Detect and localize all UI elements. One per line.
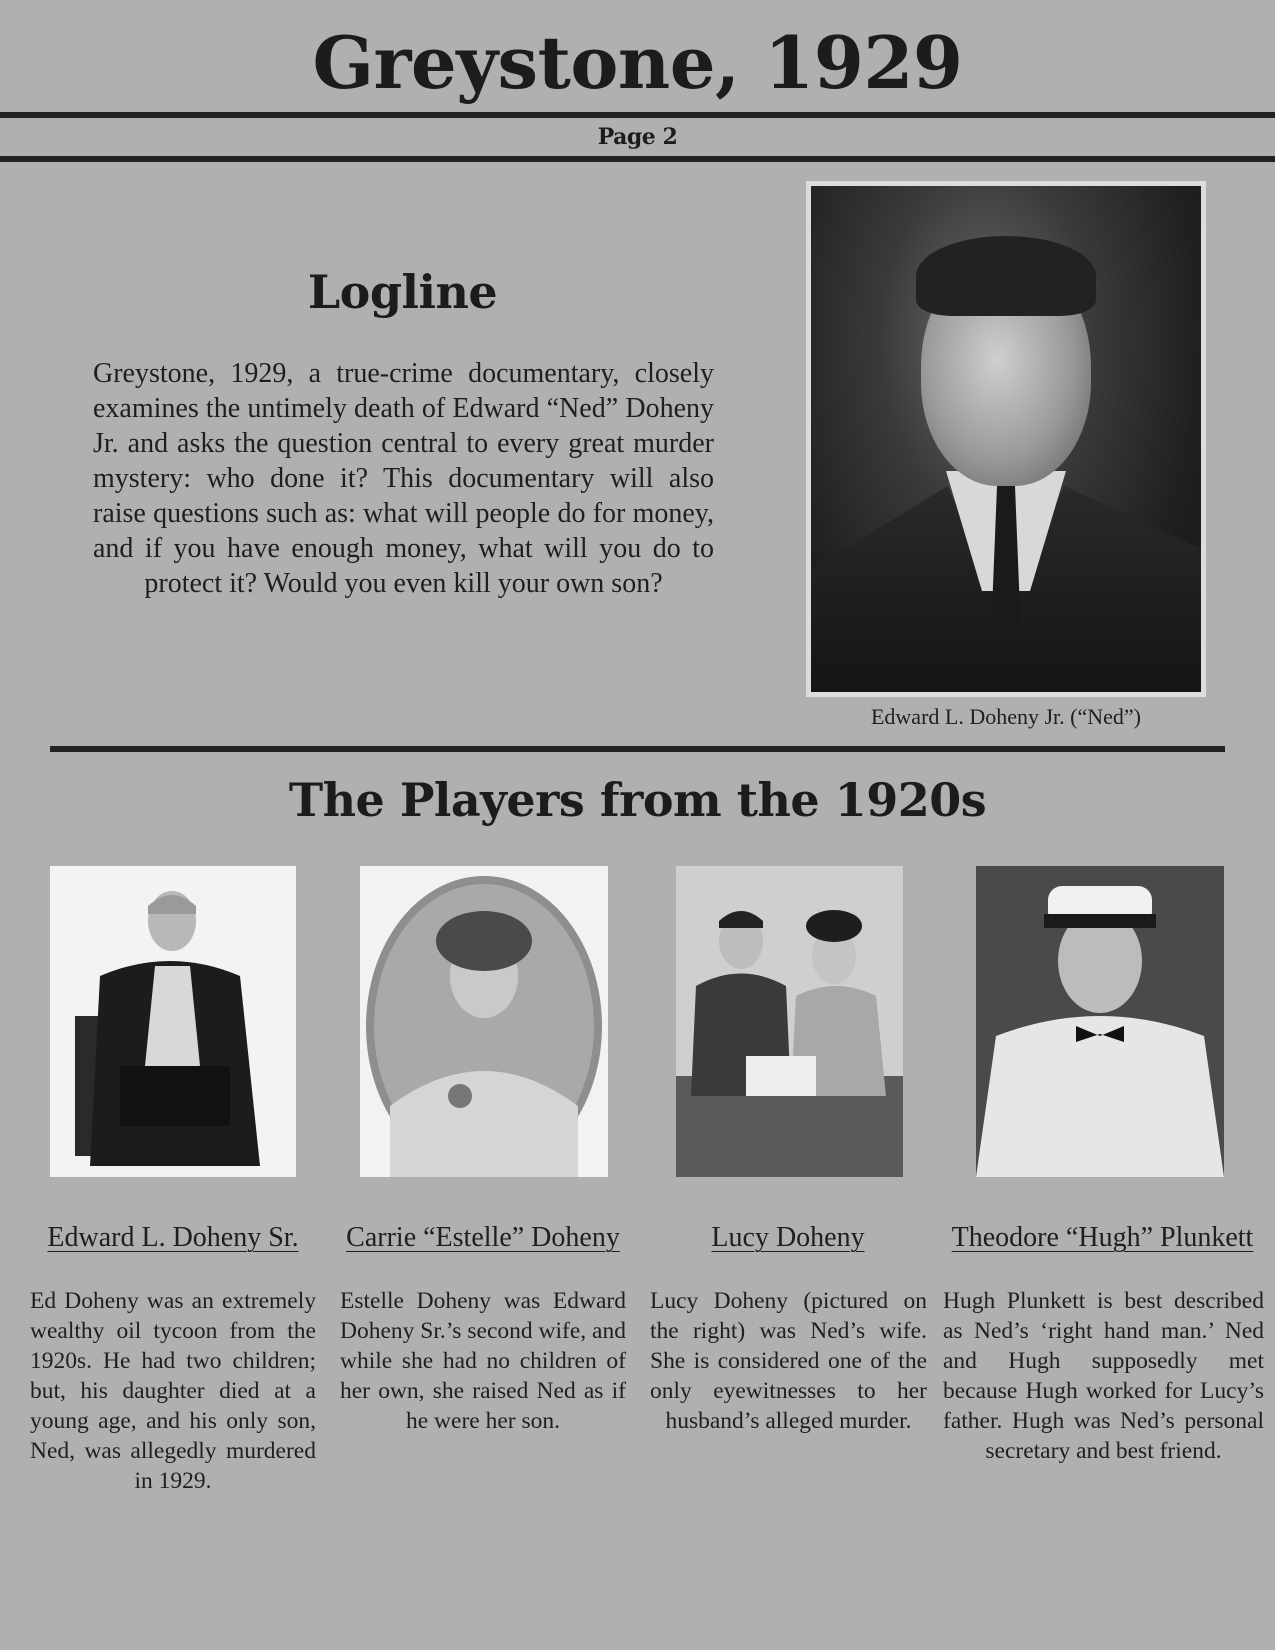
section-divider [50,746,1225,752]
masthead-rule-top [0,112,1275,118]
player-photo-hugh-plunkett [976,866,1224,1177]
logline-body: Greystone, 1929, a true-crime documentary, closely examines the untimely death of Edward “Ned” Doheny Jr. and asks the question central to every great murder mystery: who done it? This documentary will also raise questions such as: what will people do for money, and if you have enough money, what will you do to protect it? Would you even kill your own son? [93,358,714,599]
player-name: Edward L. Doheny Sr. [47,1222,299,1253]
player-bio: Estelle Doheny was Edward Doheny Sr.’s second wife, and while she had no children of her own, she raised Ned as if he were her son. [340,1288,626,1434]
player-name: Lucy Doheny [711,1222,865,1253]
player-bio: Ed Doheny was an extremely wealthy oil tycoon from the 1920s. He had two children; but, his daughter died at a young age, and his only son, Ned, was allegedly murdered in 1929. [30,1288,316,1494]
masthead-rule-bottom [0,156,1275,162]
player-bio: Hugh Plunkett is best described as Ned’s ‘right hand man.’ Ned and Hugh supposedly met because Hugh worked for Lucy’s father. Hugh was Ned’s personal secretary and best friend. [943,1288,1264,1464]
player-name: Carrie “Estelle” Doheny [346,1222,620,1253]
page-label: Page 2 [597,124,678,150]
player-photo-estelle-doheny [360,866,608,1177]
logline-heading: Logline [307,265,498,319]
masthead-title: Greystone, 1929 [312,20,963,105]
player-photo-ed-doheny-sr [50,866,296,1177]
player-photo-lucy-doheny [676,866,903,1177]
player-name: Theodore “Hugh” Plunkett [951,1222,1254,1253]
player-bio: Lucy Doheny (pictured on the right) was Ned’s wife. She is considered one of the only eyewitnesses to her husband’s alleged murder. [650,1288,927,1434]
featured-portrait-photo [811,186,1201,692]
featured-photo-caption: Edward L. Doheny Jr. (“Ned”) [870,704,1141,729]
players-heading: The Players from the 1920s [288,773,987,827]
featured-photo-frame [806,181,1206,697]
